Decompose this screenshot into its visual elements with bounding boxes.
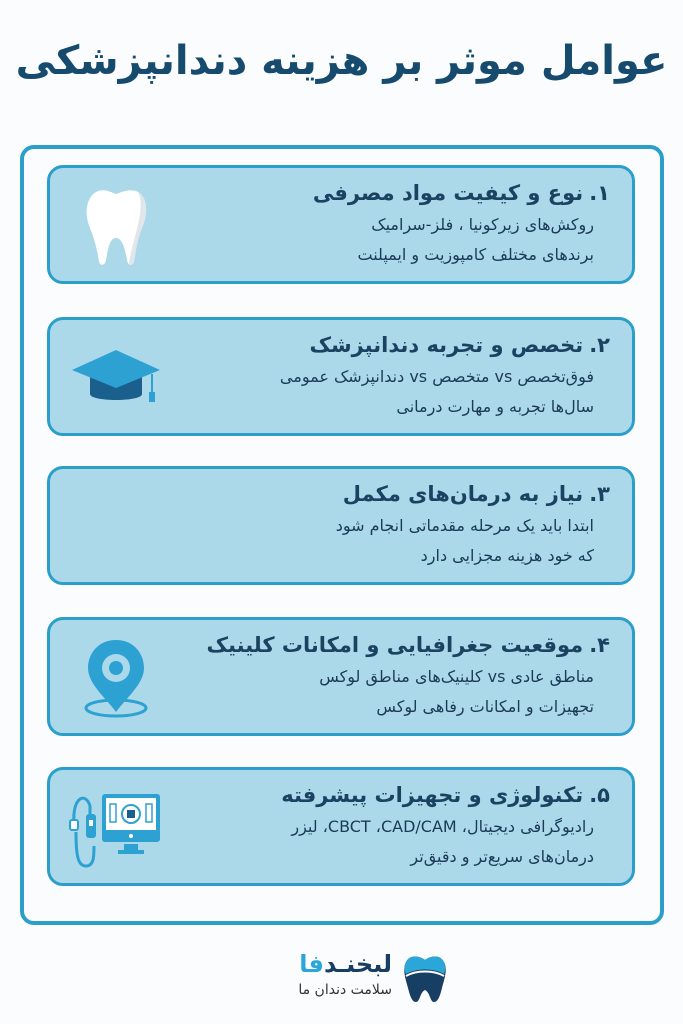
factor-line: ابتدا باید یک مرحله مقدماتی انجام شود — [335, 516, 594, 535]
factor-heading: نوع و کیفیت مواد مصرفی — [312, 181, 584, 205]
brand-name-accent: فا — [299, 950, 325, 978]
tooth-icon — [66, 184, 166, 268]
factor-number: ۳. — [589, 482, 610, 506]
factor-card-complementary-treatments — [47, 466, 635, 585]
factor-card-expertise — [47, 317, 635, 436]
brand-slogan: سلامت دندان ما — [298, 982, 392, 998]
factor-line: روکش‌های زیرکونیا ، فلز-سرامیک — [371, 215, 594, 234]
factor-line: فوق‌تخصص vs متخصص vs دندانپزشک عمومی — [279, 367, 594, 386]
factor-card-materials — [47, 165, 635, 284]
factor-heading: تخصص و تجربه دندانپزشک — [309, 333, 584, 357]
factor-card-technology — [47, 767, 635, 886]
factor-number: ۱. — [589, 181, 610, 205]
factor-line: که خود هزینه مجزایی دارد — [420, 546, 594, 565]
factor-line: مناطق عادی vs کلینیک‌های مناطق لوکس — [319, 667, 594, 686]
factor-heading: نیاز به درمان‌های مکمل — [342, 482, 584, 506]
factor-line: درمان‌های سریع‌تر و دقیق‌تر — [410, 847, 594, 866]
brand-name — [299, 950, 392, 978]
page-title: عوامل موثر بر هزینه دندانپزشکی — [15, 38, 668, 84]
location-pin-icon — [66, 636, 166, 720]
factor-line: تجهیزات و امکانات رفاهی لوکس — [376, 697, 594, 716]
factor-line: رادیوگرافی دیجیتال، CBCT ،CAD/CAM، لیزر — [291, 817, 594, 836]
factor-number: ۵. — [589, 783, 610, 807]
graduation-cap-icon — [66, 336, 166, 420]
brand-name-main: لبخنـد — [324, 950, 392, 978]
brand-logo — [250, 948, 450, 1008]
factor-number: ۴. — [589, 633, 610, 657]
factor-card-location — [47, 617, 635, 736]
factor-number: ۲. — [589, 333, 610, 357]
dental-scanner-monitor-icon — [66, 786, 166, 870]
factor-heading: تکنولوژی و تجهیزات پیشرفته — [281, 783, 584, 807]
factor-heading: موقعیت جغرافیایی و امکانات کلینیک — [206, 633, 584, 657]
tooth-logo-icon — [400, 952, 450, 1004]
factor-line: برندهای مختلف کامپوزیت و ایمپلنت — [357, 245, 594, 264]
factor-line: سال‌ها تجربه و مهارت درمانی — [396, 397, 594, 416]
